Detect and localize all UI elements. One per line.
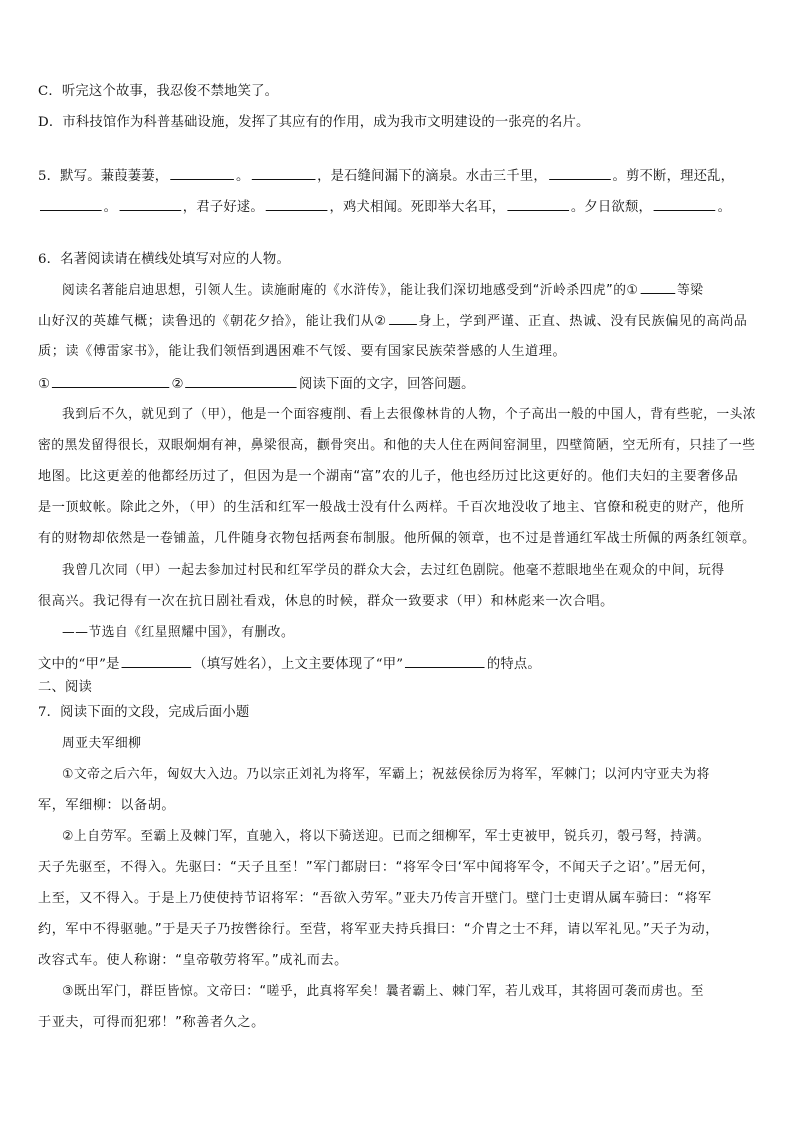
answer-blank[interactable] (119, 197, 181, 211)
answer-blank[interactable] (122, 654, 192, 668)
reading-passage-line: 很高兴。我记得有一次在抗日剧社看戏，休息的时候，群众一致要求（甲）和林彪来一次合唱。 (38, 594, 614, 609)
reading-passage-line: 密的黑发留得很长，双眼炯炯有神，鼻梁很高，颧骨突出。和他的夫人住在两间窑洞里，四壁简陋，空无所有，只挂了一些 (38, 438, 756, 453)
answer-blank[interactable] (170, 166, 234, 180)
reading-passage-line: 地图。比这更差的他都经历过了，但因为是一个湖南“富”农的儿子，他也经历过比这更好的。他们夫妇的主要奢侈品 (38, 469, 739, 484)
answer-blank[interactable] (251, 166, 315, 180)
question-7-heading: 7．阅读下面的文段，完成后面小题 (38, 705, 250, 720)
option-c: C．听完这个故事，我忍俊不禁地笑了。 (38, 84, 279, 99)
classical-text-line: 于亚夫，可得而犯邪！”称善者久之。 (38, 1015, 265, 1030)
classical-text-line: 天子先驱至，不得入。先驱曰：“天子且至！”军门都尉曰：“将军令曰‘军中闻将军令，不闻天子之诏’。”居无何， (38, 860, 715, 875)
question-6-final-line: 文中的“甲”是 （填写姓名），上文主要体现了“甲” 的特点。 (38, 654, 756, 675)
reading-passage-line: 是一顶蚊帐。除此之外，（甲）的生活和红军一般战士没有什么两样。千百次地没收了地主、官僚和税吏的财产，他所 (38, 500, 745, 515)
answer-blank[interactable] (654, 197, 716, 211)
classical-text-line: 约，军中不得驱驰。”于是天子乃按辔徐行。至营，将军亚夫持兵揖曰：“介胄之士不拜，请以军礼见。”天子为动， (38, 922, 719, 937)
passage-source: ——节选自《红星照耀中国》，有删改。 (62, 625, 295, 640)
answer-blank[interactable] (389, 311, 417, 325)
section-heading: 二、阅读 (38, 680, 93, 695)
classical-text-line: 军，军细柳：以备胡。 (38, 798, 176, 813)
answer-blank[interactable] (640, 280, 675, 294)
question-6-answer-line: ① ② 阅读下面的文字，回答问题。 (38, 374, 756, 395)
question-6-text-line: 阅读名著能启迪思想，引领人生。读施耐庵的《水浒传》，能让我们深切地感受到“沂岭杀四虎”的① 等梁 (62, 280, 756, 301)
question-5-line-2: 。 ，君子好逑。 ，鸡犬相闻。死即举大名耳， 。夕日欲颓， 。 (38, 197, 756, 218)
answer-blank[interactable] (405, 654, 485, 668)
answer-blank[interactable] (266, 197, 328, 211)
question-6-text-line: 质；读《傅雷家书》，能让我们领悟到遇困难不气馁、要有国家民族荣誉感的人生道理。 (38, 344, 567, 359)
answer-blank[interactable] (40, 197, 102, 211)
question-6-heading: 6．名著阅读请在横线处填写对应的人物。 (38, 252, 290, 267)
text-title: 周亚夫军细柳 (62, 736, 142, 751)
classical-text-line: ②上自劳军。至霸上及棘门军，直驰入，将以下骑送迎。已而之细柳军，军士吏被甲，锐兵刃，彀弓弩，持满。 (62, 829, 711, 844)
option-d: D．市科技馆作为科普基础设施，发挥了其应有的作用，成为我市文明建设的一张亮的名片。 (38, 115, 590, 130)
reading-passage-line: 我曾几次同（甲）一起去参加过村民和红军学员的群众大会，去过红色剧院。他毫不惹眼地坐在观众的中间，玩得 (62, 563, 725, 578)
answer-blank[interactable] (52, 374, 169, 388)
reading-passage-line: 我到后不久，就见到了（甲），他是一个面容瘦削、看上去很像林肯的人物，个子高出一般的中国人，背有些驼，一头浓 (62, 407, 757, 422)
classical-text-line: 上至，又不得入。于是上乃使使持节诏将军：“吾欲入劳军。”亚夫乃传言开壁门。壁门士吏谓从属车骑曰：“将军 (38, 891, 712, 906)
answer-blank[interactable] (186, 374, 297, 388)
classical-text-line: 改容式车。使人称谢：“皇帝敬劳将军。”成礼而去。 (38, 953, 348, 968)
answer-blank[interactable] (549, 166, 611, 180)
classical-text-line: ①文帝之后六年，匈奴大入边。乃以宗正刘礼为将军，军霸上；祝兹侯徐厉为将军，军棘门；以河内守亚夫为将 (62, 767, 711, 782)
classical-text-line: ③既出军门，群臣皆惊。文帝曰：“嗟乎，此真将军矣！曩者霸上、棘门军，若儿戏耳，其将固可袭而虏也。至 (62, 984, 704, 999)
question-6-text-line: 山好汉的英雄气概；读鲁迅的《朝花夕拾》，能让我们从② 身上，学到严谨、正直、热诚、没有民族偏见的高尚品 (38, 311, 756, 332)
question-5-line-1: 5．默写。蒹葭萋萋， 。 ，是石缝间漏下的滴泉。水击三千里， 。剪不断，理还乱， (38, 166, 756, 187)
answer-blank[interactable] (507, 197, 569, 211)
reading-passage-line: 有的财物却依然是一卷铺盖，几件随身衣物包括两套布制服。他所佩的领章，也不过是普通红军战士所佩的两条红领章。 (38, 531, 756, 546)
